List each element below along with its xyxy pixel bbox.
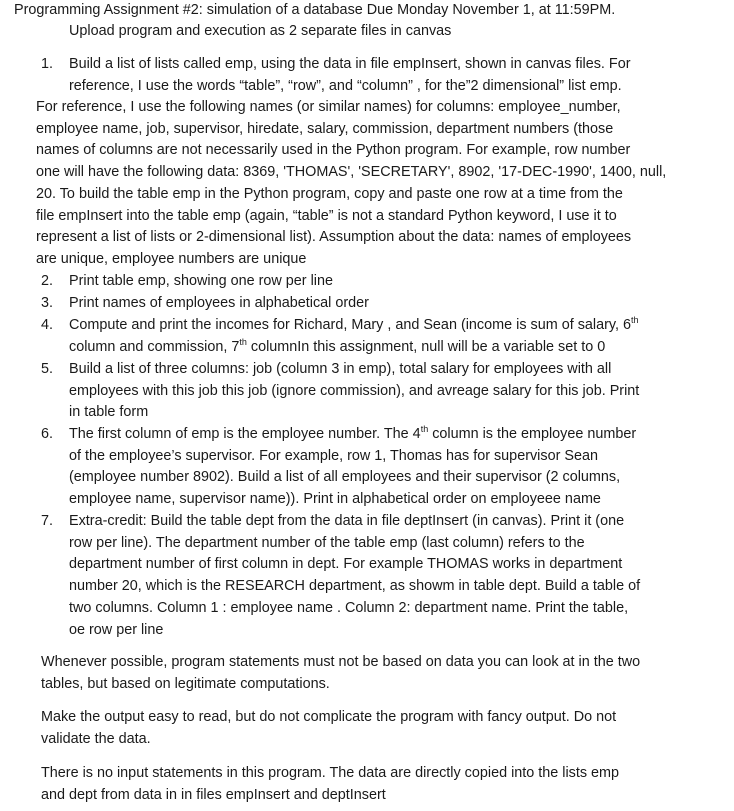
- paragraph-output-note: [41, 707, 731, 750]
- list-item-1: [69, 54, 729, 97]
- assignment-title-line1: [14, 0, 615, 22]
- list-item-4: [69, 315, 729, 358]
- item-4-line-2: [69, 337, 729, 359]
- paragraph-line: and dept from data in in files empInsert and deptInsert: [41, 786, 386, 803]
- item-6-text: column is the employee number: [428, 426, 637, 442]
- item-6-line: of the employee’s supervisor. For example, row 1, Thomas has for supervisor Sean: [69, 447, 598, 464]
- paragraph-line: Whenever possible, program statements must not be based on data you can look at in the two: [41, 654, 641, 670]
- list-item-6: [69, 424, 729, 511]
- list-item-2: [69, 271, 729, 293]
- item-7-line: row per line). The department number of the table emp (last column) refers to the: [69, 534, 585, 551]
- item-7-line: oe row per line: [69, 621, 164, 638]
- item-6-line: (employee number 8902). Build a list of all employees and their supervisor (2 columns,: [69, 469, 621, 486]
- item-1-cont-line: names of columns are not necessarily used in the Python program. For example, row number: [36, 142, 631, 159]
- item-7-line: Extra-credit: Build the table dept from the data in file deptInsert (in canvas). Print it (one: [69, 513, 625, 529]
- item-6-line-1: [69, 424, 729, 446]
- item-5-line: employees with this job this job (ignore commission), and avreage salary for this job. Print: [69, 382, 640, 399]
- list-item-7: [69, 511, 729, 641]
- item-4-text: columnIn this assignment, null will be a variable set to 0: [246, 338, 606, 355]
- item-1-cont-line: are unique, employee numbers are unique: [36, 250, 307, 267]
- item-5-line: Build a list of three columns: job (column 3 in emp), total salary for employees with all: [69, 361, 612, 377]
- item-1-cont-line: employee name, job, supervisor, hiredate, salary, commission, department numbers (those: [36, 120, 614, 137]
- paragraph-line: Make the output easy to read, but do not complicate the program with fancy output. Do not: [41, 709, 617, 725]
- list-item-3: [69, 293, 729, 315]
- ordinal-suffix: th: [420, 424, 429, 435]
- item-4-text: column and commission, 7: [69, 338, 240, 355]
- ordinal-suffix: th: [631, 315, 639, 326]
- list-item-5: [69, 359, 729, 424]
- item-7-line: two columns. Column 1 : employee name . Column 2: department name. Print the table,: [69, 599, 629, 616]
- item-5-line: in table form: [69, 404, 149, 421]
- ordinal-suffix: th: [239, 336, 247, 347]
- item-1-line-1: Build a list of lists called emp, using the data in file empInsert, shown in canvas files. For: [69, 56, 631, 72]
- paragraph-line: tables, but based on legitimate computations.: [41, 675, 330, 692]
- item-number-2: 2.: [41, 273, 54, 289]
- paragraph-line: validate the data.: [41, 730, 151, 747]
- item-6-text: The first column of emp is the employee number. The 4: [69, 426, 421, 442]
- item-4-line-1: [69, 315, 729, 337]
- item-number-6: 6.: [41, 426, 54, 442]
- paragraph-line: There is no input statements in this program. The data are directly copied into the lists emp: [41, 765, 620, 781]
- item-1-cont-line: represent a list of lists or 2-dimensional list). Assumption about the data: names of employees: [36, 229, 632, 246]
- paragraph-input-note: [41, 763, 731, 806]
- paragraph-computation-note: [41, 652, 731, 695]
- item-1-line-2: reference, I use the words “table”, “row”, and “column” , for the”2 dimensional” list emp.: [69, 77, 622, 94]
- item-number-1: 1.: [41, 56, 54, 72]
- item-1-cont-line: 20. To build the table emp in the Python program, copy and paste one row at a time from the: [36, 185, 623, 202]
- item-1-cont-line: one will have the following data: 8369, 'THOMAS', 'SECRETARY', 8902, '17-DEC-1990', 1400, null,: [36, 164, 667, 181]
- item-7-line: number 20, which is the RESEARCH department, as showm in table dept. Build a table of: [69, 578, 641, 595]
- item-number-4: 4.: [41, 317, 54, 333]
- item-3-line-1: Print names of employees in alphabetical order: [69, 295, 369, 311]
- item-number-5: 5.: [41, 361, 54, 377]
- item-6-line: employee name, supervisor name)). Print in alphabetical order on employeee name: [69, 491, 601, 508]
- item-4-text: Compute and print the incomes for Richard, Mary , and Sean (income is sum of salary, 6: [69, 317, 632, 333]
- item-1-cont-line: file empInsert into the table emp (again, “table” is not a standard Python keyword, I use it to: [36, 207, 617, 224]
- item-1-continuation: [36, 97, 726, 271]
- item-2-line-1: Print table emp, showing one row per line: [69, 273, 333, 289]
- assignment-title-line2: [69, 21, 451, 43]
- title-text-2: Upload program and execution as 2 separate files in canvas: [69, 23, 452, 39]
- item-number-3: 3.: [41, 295, 54, 311]
- item-number-7: 7.: [41, 513, 54, 529]
- title-text-1: Programming Assignment #2: simulation of a database Due Monday November 1, at 11:59PM.: [14, 2, 616, 18]
- item-7-line: department number of first column in dept. For example THOMAS works in department: [69, 556, 623, 573]
- item-1-cont-line: For reference, I use the following names (or similar names) for columns: employee_number,: [36, 99, 621, 115]
